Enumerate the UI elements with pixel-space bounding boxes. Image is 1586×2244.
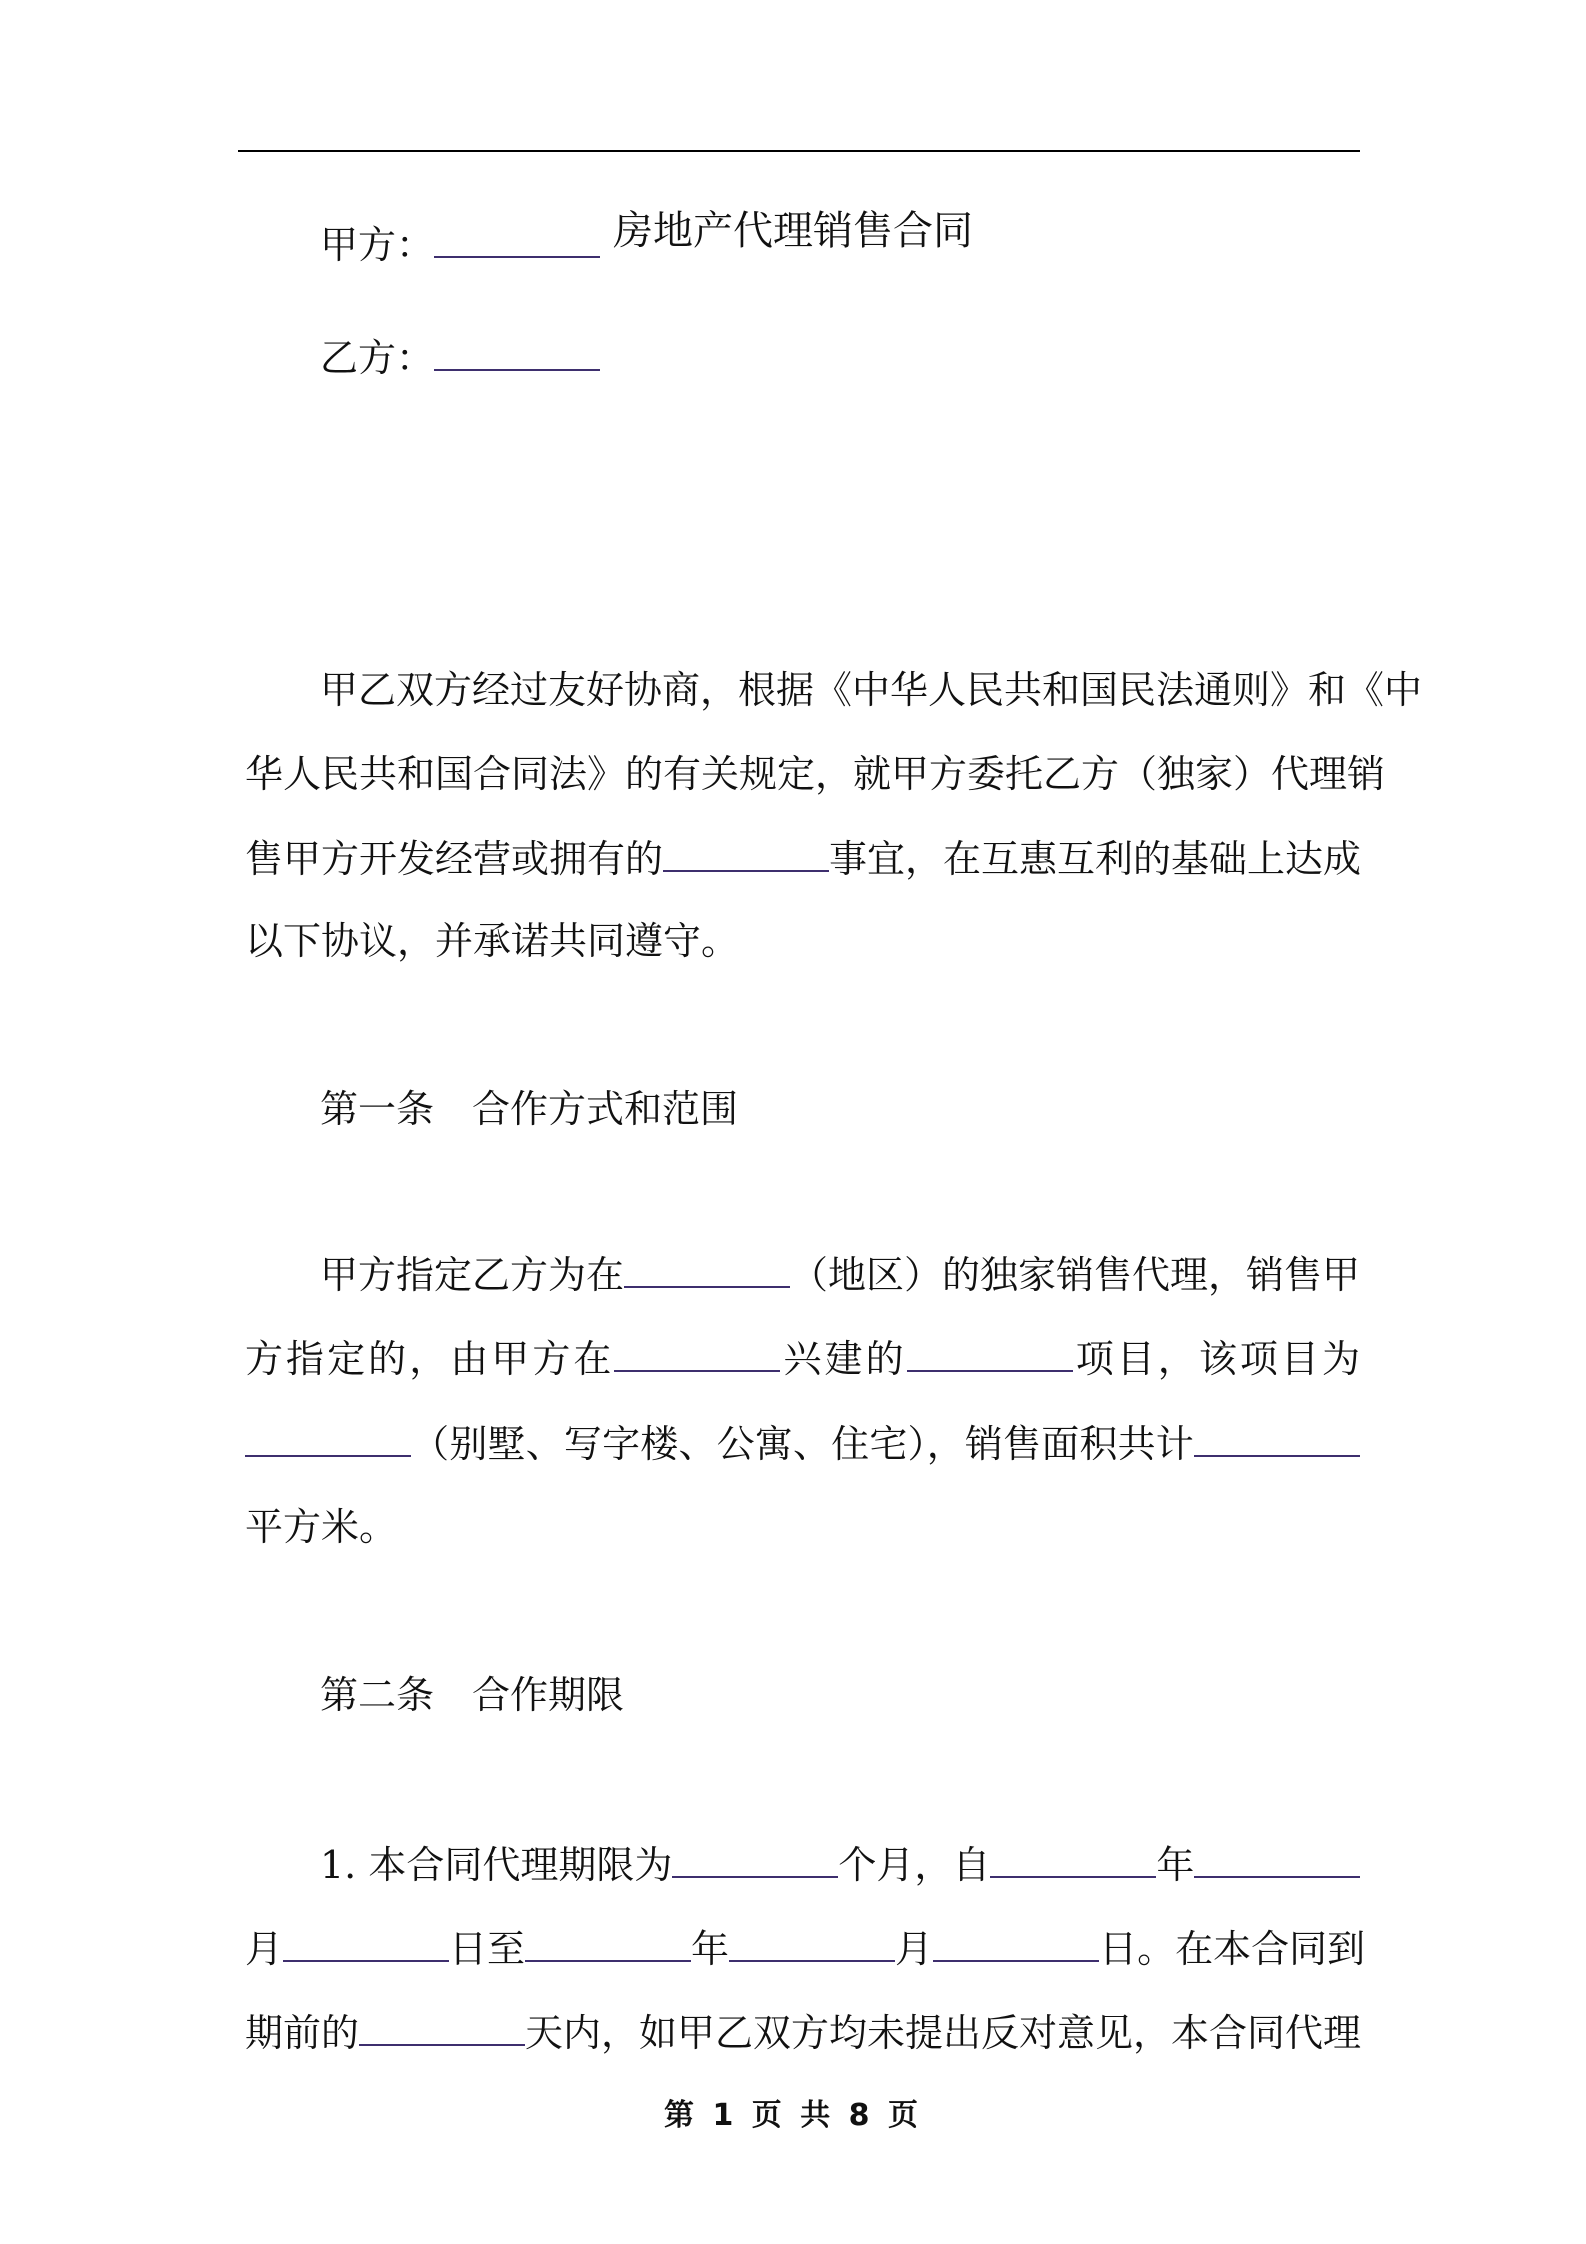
fill-in-blank[interactable] <box>1194 1417 1360 1457</box>
text-line <box>245 1501 1360 1553</box>
page-footer: 第 1 页 共 8 页 <box>664 2098 922 2133</box>
fill-in-blank[interactable] <box>434 218 600 258</box>
text-segment: 1. 本合同代理期限为 <box>320 1843 673 1887</box>
text-segment: 方指定的，由甲方在 <box>245 1337 615 1381</box>
text-line <box>245 748 1386 800</box>
fill-in-blank[interactable] <box>283 1922 449 1962</box>
text-line <box>245 1332 1360 1384</box>
text-segment: 月 <box>245 1927 284 1971</box>
fill-in-blank[interactable] <box>672 1838 838 1878</box>
text-segment: 售甲方开发经营或拥有的 <box>245 837 664 881</box>
document-title: 房地产代理销售合同 <box>613 208 973 254</box>
fill-in-blank[interactable] <box>1194 1838 1360 1878</box>
text-line <box>245 832 1360 884</box>
fill-in-blank[interactable] <box>434 331 600 371</box>
text-segment: 第一条 合作方式和范围 <box>320 1087 739 1131</box>
text-segment: 以下协议，并承诺共同遵守。 <box>245 919 740 963</box>
text-segment: 甲方： <box>320 223 435 267</box>
fill-in-blank[interactable] <box>624 1248 790 1288</box>
text-segment: 项目，该项目为 <box>1072 1337 1360 1381</box>
text-segment: 日至 <box>449 1927 526 1971</box>
text-segment: （别墅、写字楼、公寓、住宅），销售面积共计 <box>411 1422 1194 1466</box>
text-segment: 华人民共和国合同法》的有关规定，就甲方委托乙方（独家）代理销 <box>245 752 1386 796</box>
fill-in-blank[interactable] <box>990 1838 1156 1878</box>
header-rule <box>238 150 1360 152</box>
text-line <box>320 331 1360 383</box>
fill-in-blank[interactable] <box>933 1922 1099 1962</box>
text-segment: 天内，如甲乙双方均未提出反对意见，本合同代理 <box>525 2011 1362 2055</box>
text-line <box>245 915 1360 967</box>
text-segment: 日。在本合同到 <box>1099 1927 1366 1971</box>
fill-in-blank[interactable] <box>729 1922 895 1962</box>
text-line <box>245 2006 1360 2058</box>
text-segment: （地区）的独家销售代理，销售甲 <box>790 1253 1361 1297</box>
text-segment: 甲乙双方经过友好协商，根据《中华人民共和国民法通则》和《中 <box>320 668 1423 712</box>
text-line <box>320 1669 1360 1721</box>
fill-in-blank[interactable] <box>907 1332 1073 1372</box>
fill-in-blank[interactable] <box>359 2006 525 2046</box>
text-segment: 第二条 合作期限 <box>320 1673 625 1717</box>
text-segment: 平方米。 <box>245 1505 398 1549</box>
text-segment: 兴建的 <box>780 1337 907 1381</box>
text-line <box>245 1922 1366 1974</box>
text-segment: 年 <box>1156 1843 1195 1887</box>
text-line <box>245 1417 1360 1469</box>
text-line <box>320 218 1360 270</box>
text-line <box>320 1083 1360 1135</box>
fill-in-blank[interactable] <box>663 832 829 872</box>
text-segment: 期前的 <box>245 2011 360 2055</box>
text-line <box>320 1248 1360 1300</box>
text-segment: 年 <box>691 1927 730 1971</box>
text-line <box>320 664 1423 716</box>
fill-in-blank[interactable] <box>525 1922 691 1962</box>
text-segment: 乙方： <box>320 336 435 380</box>
text-segment: 事宜，在互惠互利的基础上达成 <box>829 837 1362 881</box>
text-segment: 甲方指定乙方为在 <box>320 1253 625 1297</box>
fill-in-blank[interactable] <box>245 1417 411 1457</box>
fill-in-blank[interactable] <box>614 1332 780 1372</box>
text-segment: 个月，自 <box>838 1843 991 1887</box>
text-segment: 月 <box>895 1927 934 1971</box>
text-line <box>320 1838 1360 1890</box>
